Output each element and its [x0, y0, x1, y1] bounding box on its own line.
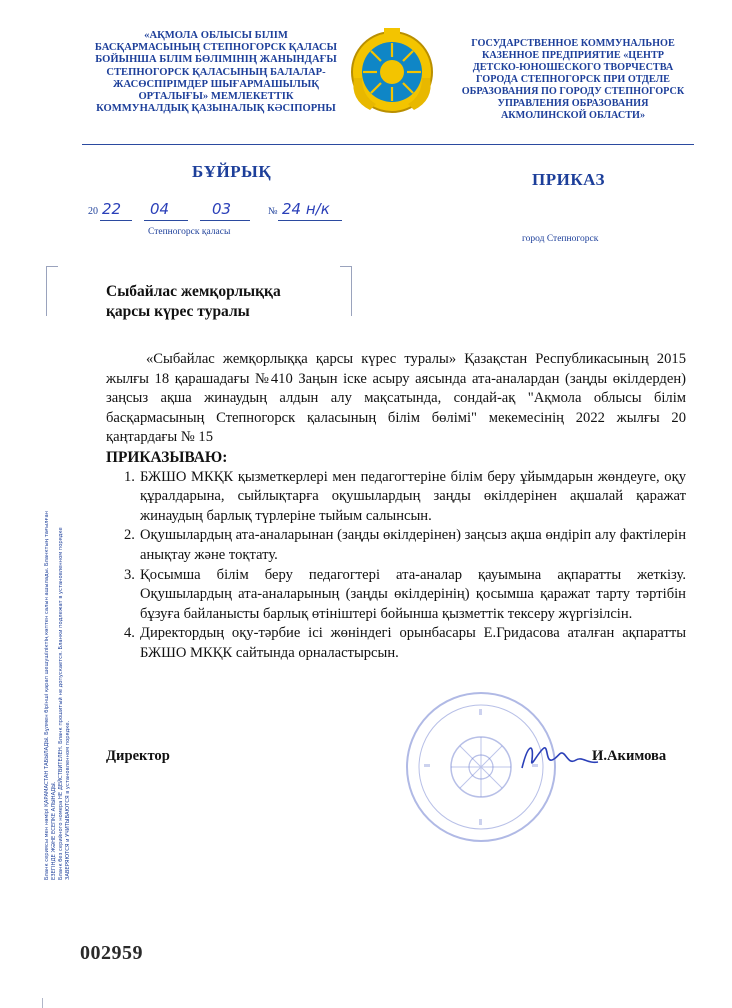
order-keyword: ПРИКАЗЫВАЮ: — [106, 448, 228, 466]
state-emblem-icon — [346, 26, 438, 118]
order-number: 24 н/к — [282, 200, 330, 218]
disclaimer-line: ЕЗЕГІНДЕ ЖӘНЕ ЕСЕПКЕ АЛЫНАДЫ. — [51, 781, 57, 880]
header-ru-line: КАЗЕННОЕ ПРЕДПРИЯТИЕ «ЦЕНТР — [482, 50, 664, 61]
handwritten-signature-icon — [518, 738, 600, 774]
date-year-prefix: 20 — [88, 206, 98, 217]
header-ru-line: ГОРОДА СТЕПНОГОРСК ПРИ ОТДЕЛЕ — [476, 74, 670, 85]
order-items — [106, 468, 686, 664]
corner-bracket — [351, 266, 353, 316]
order-body — [106, 350, 686, 664]
title-kazakh: БҰЙРЫҚ — [192, 162, 272, 181]
item-text: Директордың оқу-тәрбие ісі жөніндегі орынбасары Е.Гридасова аталған ақпаратты БЖШО МКҚК сайтында орналастырсын. — [140, 625, 686, 661]
city-kazakh: Степногорск қаласы — [148, 227, 231, 237]
header-kz-line: ОРТАЛЫҒЫ» МЕМЛЕКЕТТІК — [138, 91, 294, 103]
disclaimer-line: Бланк сериясы мен нөмірі ҚАРАМАСТАН ТАБЫЛАДЫ. Бұлмен бірінші қарап шешушіліктің көптен салын ашылады. Бланктың тағылған — [44, 510, 50, 880]
date-underline — [200, 220, 250, 221]
item-number: 4. — [124, 625, 135, 642]
number-underline — [278, 220, 342, 221]
order-item — [106, 526, 686, 565]
item-number: 1. — [124, 468, 135, 485]
date-month: 04 — [150, 200, 170, 218]
disclaimer-line: ЗАВЕРЯЮТСЯ и УЧИТЫВАЮТСЯ в установленном порядке. — [65, 720, 71, 880]
header-ru-line: УПРАВЛЕНИЯ ОБРАЗОВАНИЯ — [497, 98, 649, 109]
corner-mark — [42, 998, 43, 1008]
header-russian — [448, 38, 698, 122]
order-item — [106, 468, 686, 527]
header-kz-line: СТЕПНОГОРСК ҚАЛАСЫНЫҢ БАЛАЛАР- — [106, 66, 326, 78]
blank-serial-number: 002959 — [80, 942, 143, 964]
city-russian: город Степногорск — [522, 234, 599, 244]
header-ru-line: АКМОЛИНСКОЙ ОБЛАСТИ» — [500, 110, 646, 121]
header-ru-line: ГОСУДАРСТВЕННОЕ КОММУНАЛЬНОЕ — [471, 38, 675, 49]
header-kz-line: БАСҚАРМАСЫНЫҢ СТЕПНОГОРСК ҚАЛАСЫ — [94, 42, 338, 54]
date-day: 03 — [212, 200, 232, 218]
item-text: БЖШО МКҚК қызметкерлері мен педагогтеріне білім беру ұйымдарын жөндеуге, оқу құралдарына, сыйлықтарға оқушылардың заңды өкілдерінен ақшалай қаражат жинаудың барлық түрлеріне тыйым салынсын. — [140, 468, 686, 524]
number-sign: № — [268, 206, 278, 217]
item-number: 3. — [124, 566, 135, 583]
corner-bracket — [46, 266, 48, 316]
subject-line: қарсы күрес туралы — [106, 303, 250, 320]
header-kz-line: БОЙЫНША БІЛІМ БӨЛІМІНІҢ ЖАНЫНДАҒЫ — [95, 54, 337, 66]
header-ru-line: ОБРАЗОВАНИЯ ПО ГОРОДУ СТЕПНОГОРСК — [461, 86, 685, 97]
subject-line: Сыбайлас жемқорлыққа — [106, 283, 281, 300]
disclaimer-line: Бланк без серийного номера НЕ ДЕЙСТВИТЕЛЕН. Бланк прошитый не допускается. Бланки подлежат в установленном порядке — [58, 527, 64, 880]
date-underline — [100, 220, 132, 221]
header-divider — [82, 144, 694, 145]
header-kz-line: КОММУНАЛДЫҚ ҚАЗЫНАЛЫҚ КӘСІПОРНЫ — [96, 103, 336, 115]
item-text: Қосымша білім беру педагогтері ата-аналар қауымына ақпаратты жеткізу. Оқушылардың ата-аналарының (заңды өкілдерінің) қосымша қаражат тарту тәртібін бұзуға байланысты барлық өтініштері бойынша қызметтік тексеру жүргізілсін. — [140, 566, 686, 622]
date-underline — [144, 220, 188, 221]
header-kazakh — [82, 30, 350, 115]
item-number: 2. — [124, 527, 135, 544]
header-kz-line: «АҚМОЛА ОБЛЫСЫ БІЛІМ — [144, 30, 288, 41]
date-number-row — [88, 202, 348, 224]
subject-title — [106, 282, 346, 322]
blank-disclaimer-vertical — [44, 440, 72, 880]
preamble-paragraph: «Сыбайлас жемқорлыққа қарсы күрес туралы» Қазақстан Республикасының 2015 жылғы 18 қарашадағы №410 Заңын іске асыру аясында ата-аналардан (заңды өкілдерден) заңсыз ақша жинаудың алдын алу мақсатында, сондай-ақ "Ақмола облысы білім басқармасының Степногорск қаласының білім бөлімі" мекемесінің 2022 жылғы 20 қаңтардағы № 15 — [106, 351, 686, 446]
header-ru-line: ДЕТСКО-ЮНОШЕСКОГО ТВОРЧЕСТВА — [472, 62, 674, 73]
title-russian: ПРИКАЗ — [532, 170, 605, 189]
order-item — [106, 566, 686, 625]
signature-role: Директор — [106, 748, 170, 764]
item-text: Оқушылардың ата-аналарынан (заңды өкілдерінен) заңсыз ақша өндіріп алу фактілерін анықтау және тоқтату. — [140, 527, 686, 563]
order-item — [106, 624, 686, 663]
date-year: 22 — [102, 200, 122, 218]
header-kz-line: ЖАСӨСПІРІМДЕР ШЫҒАРМАШЫЛЫҚ — [113, 78, 319, 90]
signature-name: И.Акимова — [592, 748, 667, 764]
